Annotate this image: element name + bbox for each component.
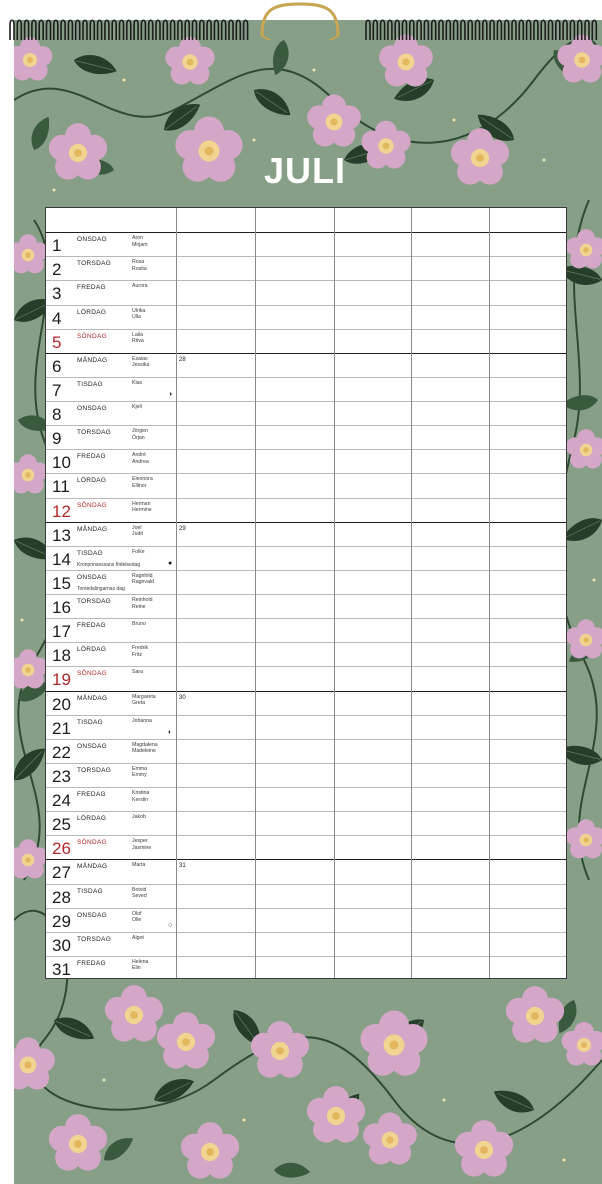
name-day: Jörgen Örjan: [132, 428, 148, 441]
binding-ring: [120, 20, 124, 40]
binding-ring: [17, 20, 21, 40]
day-row[interactable]: [46, 932, 566, 956]
day-cell: [46, 812, 176, 835]
binding-ring: [236, 20, 240, 40]
binding-ring: [497, 20, 501, 40]
weekday-label: ONSDAG: [77, 911, 107, 919]
name-day: Jesper Jasmine: [132, 838, 152, 851]
day-cell: [46, 933, 176, 956]
day-row[interactable]: [46, 763, 566, 787]
binding-ring: [410, 20, 414, 40]
binding-ring: [32, 20, 36, 40]
day-number: 26: [52, 839, 71, 859]
wire-binding-icon: [0, 0, 602, 40]
day-cell: [46, 378, 176, 401]
binding-ring: [461, 20, 465, 40]
binding-ring: [446, 20, 450, 40]
moon-phase-icon: ●: [168, 559, 173, 567]
day-cell: [46, 306, 176, 329]
binding-ring: [229, 20, 233, 40]
day-row[interactable]: [46, 546, 566, 570]
name-day: Bruno: [132, 621, 146, 628]
name-day: Algot: [132, 934, 144, 941]
moon-phase-icon: ◑: [168, 390, 173, 398]
day-row[interactable]: [46, 811, 566, 835]
binding-ring: [25, 20, 29, 40]
day-row[interactable]: [46, 449, 566, 473]
day-row[interactable]: [46, 498, 566, 522]
day-number: 20: [52, 694, 71, 714]
binding-ring: [381, 20, 385, 40]
day-row[interactable]: [46, 618, 566, 642]
binding-ring: [417, 20, 421, 40]
weekday-label: TORSDAG: [77, 766, 112, 774]
binding-ring: [200, 20, 204, 40]
day-cell: [46, 643, 176, 666]
column-divider: [176, 208, 177, 978]
binding-ring: [468, 20, 472, 40]
weekday-label: LÖRDAG: [77, 646, 107, 654]
binding-ring: [127, 20, 131, 40]
binding-ring: [90, 20, 94, 40]
day-number: 4: [52, 308, 62, 328]
binding-ring: [483, 20, 487, 40]
binding-ring: [505, 20, 509, 40]
day-number: 14: [52, 549, 71, 569]
day-number: 25: [52, 815, 71, 835]
binding-ring: [54, 20, 58, 40]
day-cell: [46, 233, 176, 256]
name-day: Esaias Jessika: [132, 355, 150, 369]
name-day: Marta: [132, 862, 146, 869]
day-row[interactable]: [46, 329, 566, 353]
day-number: 29: [52, 911, 71, 931]
weekday-label: TORSDAG: [77, 260, 112, 268]
name-day: Johanna: [132, 717, 152, 724]
name-day: Jakob: [132, 814, 146, 821]
weekday-label: TORSDAG: [77, 429, 112, 437]
name-day: Joel Judit: [132, 524, 143, 538]
binding-ring: [141, 20, 145, 40]
day-cell: [46, 547, 176, 570]
name-day: Ragnhild Ragnvald: [132, 572, 154, 586]
moon-phase-icon: ○: [168, 921, 173, 929]
binding-ring: [563, 20, 567, 40]
binding-ring: [10, 20, 14, 40]
day-row[interactable]: [46, 425, 566, 449]
binding-ring: [178, 20, 182, 40]
day-number: 30: [52, 935, 71, 955]
binding-ring: [439, 20, 443, 40]
binding-ring: [47, 20, 51, 40]
name-day: Klas: [132, 379, 143, 386]
binding-ring: [244, 20, 248, 40]
binding-ring: [403, 20, 407, 40]
header-row: [46, 208, 566, 232]
binding-ring: [171, 20, 175, 40]
day-cell: [46, 619, 176, 642]
week-number: 31: [179, 863, 186, 870]
day-number: 10: [52, 453, 71, 473]
binding-ring: [185, 20, 189, 40]
holiday-label: Kronprinsessans födelsedag: [77, 561, 141, 568]
binding-ring: [578, 20, 582, 40]
day-cell: [46, 740, 176, 763]
weekday-label: FREDAG: [77, 622, 106, 630]
day-number: 6: [52, 356, 62, 376]
day-number: 9: [52, 429, 62, 449]
weekday-label: LÖRDAG: [77, 477, 107, 485]
name-day: Laila Ritva: [132, 331, 144, 345]
week-number: 30: [179, 694, 186, 701]
day-number: 21: [52, 718, 71, 738]
day-number: 31: [52, 959, 71, 979]
day-cell: [46, 595, 176, 618]
day-cell: [46, 957, 176, 980]
day-number: 13: [52, 525, 71, 545]
moon-phase-icon: ◐: [168, 728, 173, 736]
day-number: 2: [52, 260, 62, 280]
day-cell: [46, 257, 176, 280]
day-cell: [46, 523, 186, 546]
month-title: JULI: [263, 150, 346, 191]
weekday-label: MÅNDAG: [77, 863, 108, 871]
name-day: Sara: [132, 669, 143, 676]
day-row[interactable]: [46, 232, 566, 256]
weekday-label: TORSDAG: [77, 598, 112, 605]
day-number: 17: [52, 622, 71, 642]
day-cell: [46, 860, 186, 883]
hanger-icon: [262, 4, 338, 36]
day-number: 11: [52, 477, 70, 497]
name-day: Fredrik Fritz: [132, 645, 149, 658]
name-day: Helena Elin: [132, 958, 149, 972]
binding-ring: [149, 20, 153, 40]
day-cell: [46, 788, 176, 811]
day-number: 22: [52, 742, 71, 762]
name-day: Magdalena Madeleine: [132, 741, 158, 755]
binding-ring: [454, 20, 458, 40]
day-cell: [46, 450, 176, 473]
name-day: Margareta Greta: [132, 693, 156, 706]
name-day: Kristina Kerstin: [132, 790, 150, 803]
weekday-label: ONSDAG: [77, 405, 107, 412]
calendar-grid: [45, 207, 567, 979]
day-cell: [46, 764, 176, 787]
day-cell: [46, 667, 176, 690]
binding-ring: [39, 20, 43, 40]
name-day: Aron Mirjam: [132, 235, 148, 248]
day-cell: [46, 909, 176, 932]
day-number: 1: [52, 236, 62, 256]
day-row[interactable]: [46, 473, 566, 497]
day-row[interactable]: [46, 739, 566, 763]
day-row[interactable]: [46, 280, 566, 304]
weekday-label: SÖNDAG: [77, 501, 107, 509]
day-number: 27: [52, 863, 71, 883]
binding-ring: [61, 20, 65, 40]
day-cell: [46, 692, 186, 715]
day-number: 12: [52, 501, 71, 521]
weekday-label: MÅNDAG: [77, 525, 108, 533]
day-number: 23: [52, 766, 71, 786]
day-row[interactable]: [46, 859, 566, 883]
day-row[interactable]: [46, 522, 566, 546]
day-row[interactable]: [46, 666, 566, 690]
day-number: 24: [52, 791, 71, 810]
weekday-label: MÅNDAG: [77, 356, 108, 364]
binding-ring: [556, 20, 560, 40]
name-day: Kjell: [132, 404, 142, 410]
day-number: 15: [52, 573, 71, 593]
day-cell: [46, 836, 176, 859]
day-row[interactable]: [46, 305, 566, 329]
weekday-label: FREDAG: [77, 791, 106, 798]
weekday-label: LÖRDAG: [77, 308, 107, 316]
weekday-label: SÖNDAG: [77, 670, 107, 678]
name-day: Eleonora Ellinor: [132, 476, 153, 489]
column-divider: [255, 208, 256, 978]
day-cell: [46, 330, 176, 353]
binding-ring: [214, 20, 218, 40]
binding-ring: [388, 20, 392, 40]
weekday-label: FREDAG: [77, 959, 106, 967]
binding-ring: [592, 20, 596, 40]
name-day: Botvid Seved: [132, 886, 147, 899]
weekday-label: ONSDAG: [77, 236, 107, 244]
binding-ring: [549, 20, 553, 40]
day-row[interactable]: [46, 691, 566, 715]
binding-ring: [68, 20, 72, 40]
name-day: Rosa Rosita: [132, 259, 147, 272]
binding-ring: [519, 20, 523, 40]
day-row[interactable]: [46, 570, 566, 594]
column-divider: [411, 208, 412, 978]
name-day: Aurora: [132, 283, 148, 290]
name-day: Olof Olle: [132, 910, 142, 924]
name-day: Ulrika Ulla: [132, 307, 146, 320]
day-cell: [46, 571, 176, 594]
day-number: 19: [52, 670, 71, 690]
binding-ring: [534, 20, 538, 40]
weekday-label: SÖNDAG: [77, 839, 107, 847]
weekday-label: FREDAG: [77, 453, 106, 461]
binding-ring: [76, 20, 80, 40]
day-row[interactable]: [46, 377, 566, 401]
day-number: 5: [52, 332, 62, 352]
binding-ring: [476, 20, 480, 40]
weekday-label: TISDAG: [77, 718, 103, 726]
name-day: Emma Emmy: [132, 765, 147, 779]
weekday-label: TISDAG: [77, 549, 103, 557]
week-number: 28: [179, 356, 186, 363]
binding-ring: [222, 20, 226, 40]
column-divider: [489, 208, 490, 978]
binding-ring: [163, 20, 167, 40]
weekday-label: ONSDAG: [77, 742, 107, 750]
binding-ring: [112, 20, 116, 40]
binding-ring: [527, 20, 531, 40]
binding-ring: [366, 20, 370, 40]
weekday-label: SÖNDAG: [77, 332, 107, 340]
holiday-label: Tomedalingarnas dag: [77, 585, 125, 592]
day-row[interactable]: [46, 642, 566, 666]
day-cell: [46, 474, 176, 497]
binding-ring: [98, 20, 102, 40]
day-row[interactable]: [46, 956, 566, 980]
day-cell: [46, 354, 186, 377]
day-cell: [46, 281, 176, 304]
binding-ring: [570, 20, 574, 40]
day-cell: [46, 885, 176, 908]
day-row[interactable]: [46, 353, 566, 377]
binding-ring: [207, 20, 211, 40]
binding-ring: [193, 20, 197, 40]
day-number: 28: [52, 887, 71, 907]
binding-ring: [134, 20, 138, 40]
day-cell: [46, 402, 176, 425]
day-number: 8: [52, 405, 62, 424]
day-row[interactable]: [46, 884, 566, 908]
day-number: 16: [52, 598, 71, 617]
day-row[interactable]: [46, 715, 566, 739]
name-day: André Andrea: [132, 452, 149, 465]
weekday-label: ONSDAG: [77, 573, 107, 581]
binding-ring: [156, 20, 160, 40]
binding-ring: [105, 20, 109, 40]
name-day: Reinhold Reine: [132, 597, 153, 610]
binding-ring: [585, 20, 589, 40]
day-row[interactable]: [46, 908, 566, 932]
binding-ring: [432, 20, 436, 40]
day-number: 7: [52, 380, 62, 400]
name-day: Herman Hermine: [132, 500, 152, 513]
day-row[interactable]: [46, 835, 566, 859]
name-day: Folke: [132, 548, 145, 555]
day-cell: [46, 716, 176, 739]
binding-ring: [490, 20, 494, 40]
binding-ring: [424, 20, 428, 40]
week-number: 29: [179, 525, 186, 532]
day-row[interactable]: [46, 256, 566, 280]
day-number: 18: [52, 646, 71, 666]
weekday-label: MÅNDAG: [77, 694, 108, 702]
day-row[interactable]: [46, 594, 566, 618]
binding-ring: [395, 20, 399, 40]
weekday-label: TORSDAG: [77, 935, 112, 943]
day-number: 3: [52, 284, 62, 304]
weekday-label: FREDAG: [77, 284, 106, 292]
column-divider: [334, 208, 335, 978]
day-cell: [46, 499, 176, 522]
day-cell: [46, 426, 176, 449]
weekday-label: TISDAG: [77, 380, 103, 388]
binding-ring: [83, 20, 87, 40]
binding-ring: [512, 20, 516, 40]
weekday-label: TISDAG: [77, 887, 103, 895]
binding-ring: [373, 20, 377, 40]
binding-ring: [541, 20, 545, 40]
day-row[interactable]: [46, 787, 566, 811]
weekday-label: LÖRDAG: [77, 815, 107, 823]
day-row[interactable]: [46, 401, 566, 425]
